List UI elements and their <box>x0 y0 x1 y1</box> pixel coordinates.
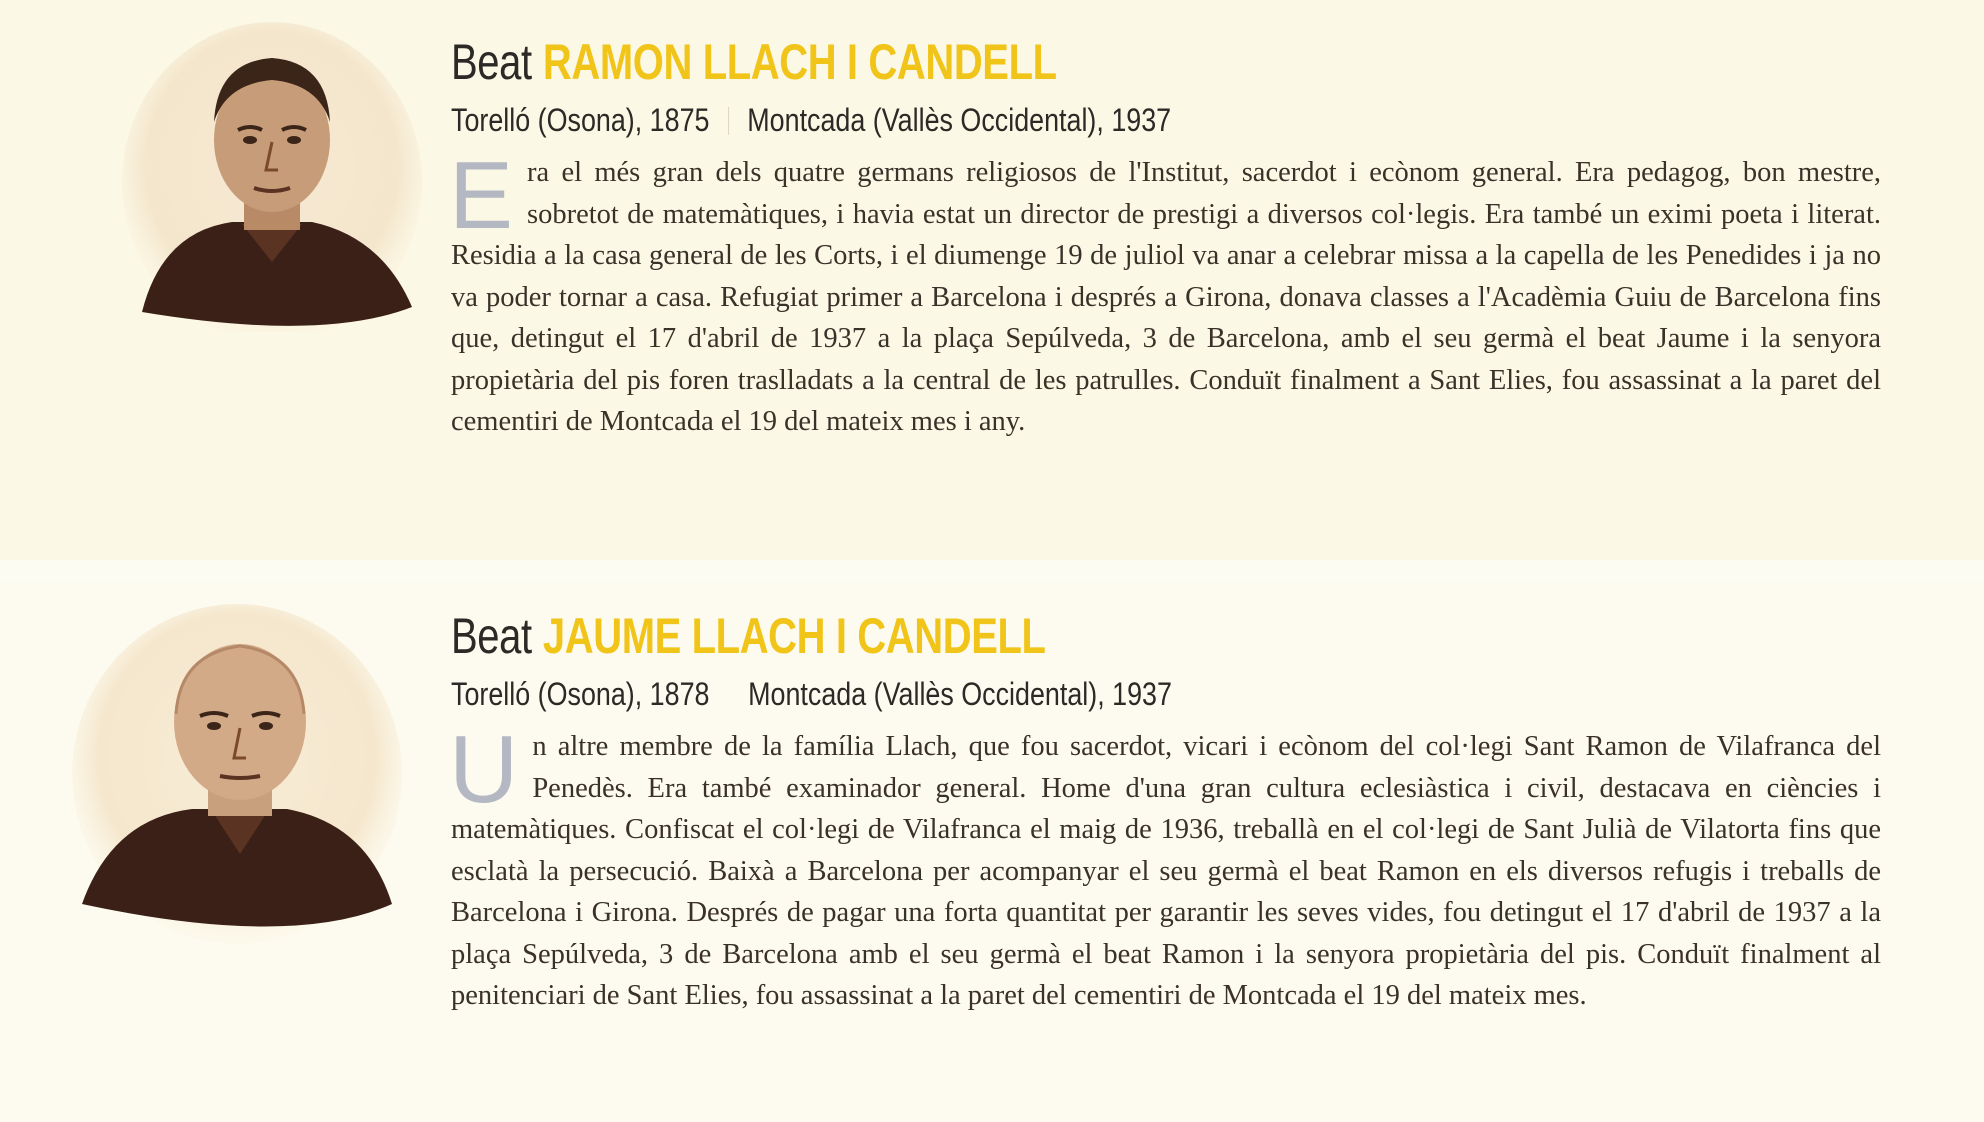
entry-ramon-llach <box>0 0 1984 560</box>
biography-text <box>449 142 1881 443</box>
entry-jaume-llach <box>0 582 1984 1122</box>
title-name: RAMON LLACH I CANDELL <box>542 34 1057 90</box>
portrait-photo <box>72 604 402 944</box>
drop-cap: U <box>449 716 519 823</box>
death-place-date: Montcada (Vallès Occidental), 1937 <box>748 676 1172 712</box>
entry-title <box>451 604 1595 668</box>
death-place-date: Montcada (Vallès Occidental), 1937 <box>747 102 1172 138</box>
entry-dates <box>451 98 1652 142</box>
entry-dates <box>451 672 1652 716</box>
portrait-photo <box>122 22 422 332</box>
birth-place-date: Torelló (Osona), 1875 <box>451 102 710 138</box>
biography-text <box>449 716 1881 1017</box>
entry-text <box>451 604 1881 1017</box>
biography-body: ra el més gran dels quatre germans religiosos de l'Institut, sacerdot i ecònom general. Era pedagog, bon mestre, sobretot de matemàtiques, i havia estat un director de prestigi a diversos col·legis. Era també un eximi poeta i literat. Residia a la casa general de les Corts, i el diumenge 19 de juliol va anar a celebrar missa a la capella de les Penedides i ja no va poder tornar a casa. Refugiat primer a Barcelona i després a Girona, donava classes a l'Acadèmia Guiu de Barcelona fins que, detingut el 17 d'abril de 1937 a la plaça Sepúlveda, 3 de Barcelona, amb el seu germà el beat Jaume i la senyora propietària del pis foren traslladats a la central de les patrulles. Conduït finalment a Sant Elies, fou assassinat a la paret del cementiri de Montcada el 19 del mateix mes i any. <box>451 157 1881 437</box>
title-name: JAUME LLACH I CANDELL <box>542 608 1046 664</box>
title-prefix: Beat <box>451 608 532 664</box>
separator <box>728 107 729 135</box>
entry-text <box>451 30 1881 443</box>
portrait-sepia-image <box>122 22 422 332</box>
birth-place-date: Torelló (Osona), 1878 <box>451 676 710 712</box>
drop-cap: E <box>449 142 514 249</box>
title-prefix: Beat <box>451 34 532 90</box>
biography-body: n altre membre de la família Llach, que fou sacerdot, vicari i ecònom del col·legi Sant Ramon de Vilafranca del Penedès. Era també examinador general. Home d'una gran cultura eclesiàstica i civil, destacava en ciències i matemàtiques. Confiscat el col·legi de Vilafranca el maig de 1936, treballà en el col·legi de Sant Julià de Vilatorta fins que esclatà la persecució. Baixà a Barcelona per acompanyar el seu germà el beat Ramon en els diversos refugis i treballs de Barcelona i Girona. Després de pagar una forta quantitat per garantir les seves vides, fou detingut el 17 d'abril de 1937 a la plaça Sepúlveda, 3 de Barcelona amb el seu germà el beat Ramon i la senyora propietària del pis. Conduït finalment al penitenciari de Sant Elies, fou assassinat a la paret del cementiri de Montcada el 19 del mateix mes. <box>451 731 1881 1011</box>
portrait-sepia-image <box>72 604 402 944</box>
entry-title <box>451 30 1595 94</box>
